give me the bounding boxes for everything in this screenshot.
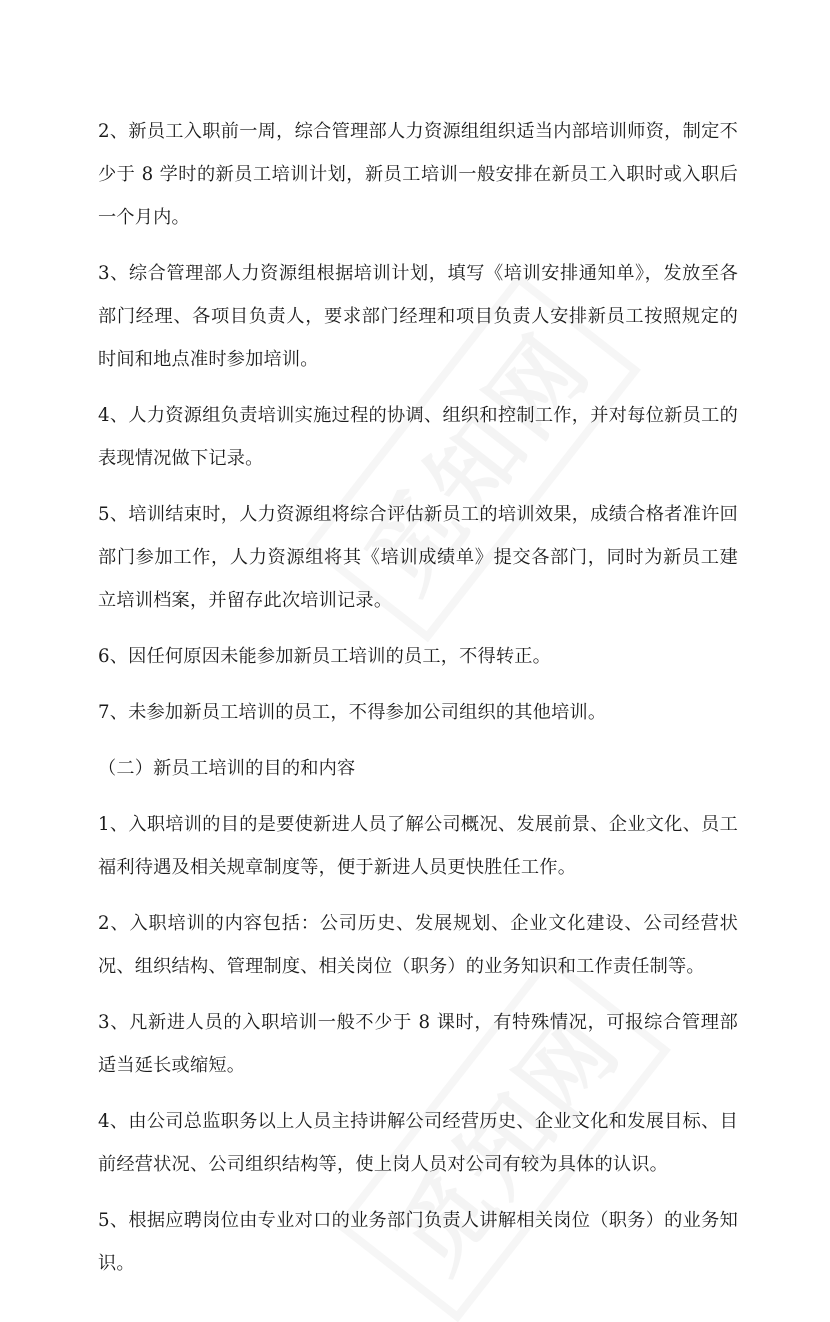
paragraph-purpose-2: 2、入职培训的内容包括：公司历史、发展规划、企业文化建设、公司经营状况、组织结构、管理制度、相关岗位（职务）的业务知识和工作责任制等。 [98, 913, 738, 977]
paragraph-purpose-4: 4、由公司总监职务以上人员主持讲解公司经营历史、企业文化和发展目标、目前经营状况、公司组织结构等，使上岗人员对公司有较为具体的认识。 [98, 1111, 738, 1175]
paragraph-4: 4、人力资源组负责培训实施过程的协调、组织和控制工作，并对每位新员工的表现情况做下记录。 [98, 405, 738, 469]
paragraph-3: 3、综合管理部人力资源组根据培训计划，填写《培训安排通知单》，发放至各部门经理、各项目负责人，要求部门经理和项目负责人安排新员工按照规定的时间和地点准时参加培训。 [98, 263, 738, 370]
paragraph-2: 2、新员工入职前一周，综合管理部人力资源组组织适当内部培训师资，制定不少于 8 学时的新员工培训计划，新员工培训一般安排在新员工入职时或入职后一个月内。 [98, 121, 738, 228]
paragraph-5: 5、培训结束时，人力资源组将综合评估新员工的培训效果，成绩合格者准许回部门参加工作，人力资源组将其《培训成绩单》提交各部门，同时为新员工建立培训档案，并留存此次培训记录。 [98, 504, 738, 611]
paragraph-6: 6、因任何原因未能参加新员工培训的员工，不得转正。 [98, 646, 552, 667]
paragraph-purpose-1: 1、入职培训的目的是要使新进人员了解公司概况、发展前景、企业文化、员工福利待遇及相关规章制度等，便于新进人员更快胜任工作。 [98, 814, 738, 878]
section-heading-purpose-content: （二）新员工培训的目的和内容 [98, 758, 356, 779]
paragraph-7: 7、未参加新员工培训的员工，不得参加公司组织的其他培训。 [98, 702, 607, 723]
paragraph-purpose-3: 3、凡新进人员的入职培训一般不少于 8 课时，有特殊情况，可报综合管理部适当延长或缩短。 [98, 1012, 738, 1076]
paragraph-purpose-5: 5、根据应聘岗位由专业对口的业务部门负责人讲解相关岗位（职务）的业务知识。 [98, 1210, 738, 1274]
